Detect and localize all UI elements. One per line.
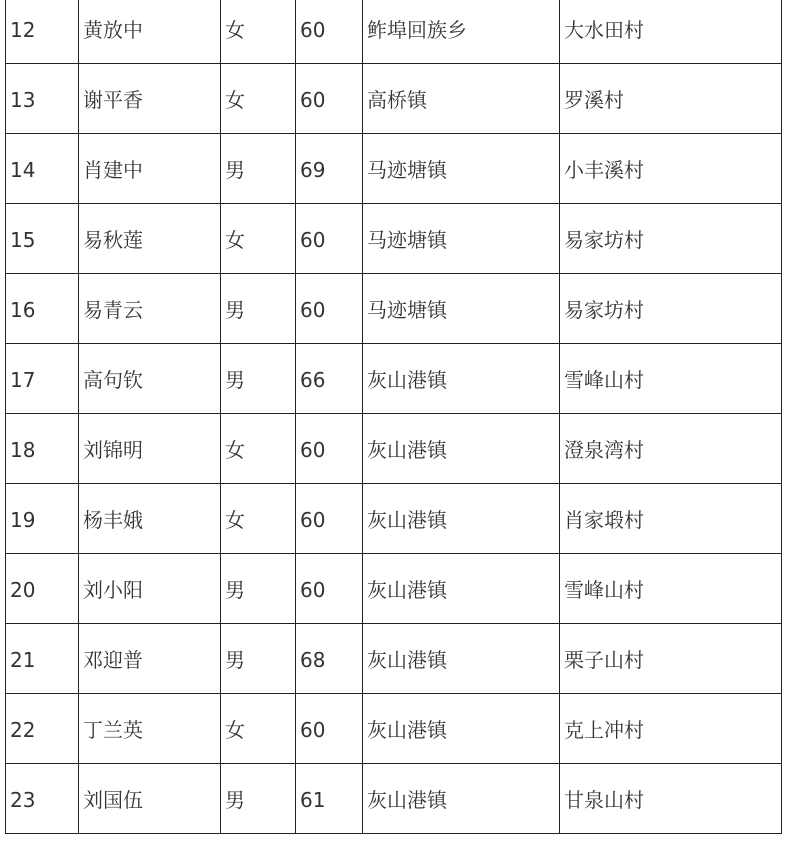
cell-number: 23 — [6, 764, 79, 834]
cell-village: 澄泉湾村 — [560, 414, 782, 484]
cell-number: 14 — [6, 134, 79, 204]
cell-number: 15 — [6, 204, 79, 274]
cell-age: 60 — [296, 554, 363, 624]
table-row — [6, 64, 782, 134]
cell-village: 雪峰山村 — [560, 554, 782, 624]
cell-number: 20 — [6, 554, 79, 624]
cell-name: 黄放中 — [79, 0, 221, 64]
cell-town: 灰山港镇 — [363, 414, 560, 484]
cell-age: 60 — [296, 274, 363, 344]
cell-gender: 男 — [221, 134, 296, 204]
cell-number: 13 — [6, 64, 79, 134]
cell-number: 18 — [6, 414, 79, 484]
cell-gender: 女 — [221, 0, 296, 64]
cell-name: 易青云 — [79, 274, 221, 344]
cell-name: 刘小阳 — [79, 554, 221, 624]
cell-village: 肖家塅村 — [560, 484, 782, 554]
cell-gender: 男 — [221, 624, 296, 694]
cell-village: 易家坊村 — [560, 274, 782, 344]
cell-age: 60 — [296, 414, 363, 484]
cell-age: 69 — [296, 134, 363, 204]
cell-village: 大水田村 — [560, 0, 782, 64]
cell-name: 刘锦明 — [79, 414, 221, 484]
cell-name: 肖建中 — [79, 134, 221, 204]
table-row — [6, 204, 782, 274]
cell-age: 61 — [296, 764, 363, 834]
cell-town: 马迹塘镇 — [363, 204, 560, 274]
cell-name: 丁兰英 — [79, 694, 221, 764]
cell-name: 邓迎普 — [79, 624, 221, 694]
cell-number: 12 — [6, 0, 79, 64]
cell-number: 19 — [6, 484, 79, 554]
table-row — [6, 484, 782, 554]
cell-gender: 男 — [221, 274, 296, 344]
cell-age: 60 — [296, 484, 363, 554]
table-row — [6, 554, 782, 624]
cell-gender: 女 — [221, 484, 296, 554]
cell-town: 灰山港镇 — [363, 694, 560, 764]
table-row — [6, 624, 782, 694]
cell-gender: 男 — [221, 554, 296, 624]
cell-village: 克上冲村 — [560, 694, 782, 764]
cell-age: 60 — [296, 64, 363, 134]
cell-village: 雪峰山村 — [560, 344, 782, 414]
cell-number: 17 — [6, 344, 79, 414]
cell-age: 60 — [296, 0, 363, 64]
table-row — [6, 764, 782, 834]
cell-gender: 男 — [221, 344, 296, 414]
cell-number: 16 — [6, 274, 79, 344]
cell-name: 高句钦 — [79, 344, 221, 414]
table-row — [6, 344, 782, 414]
table-row — [6, 0, 782, 64]
cell-village: 甘泉山村 — [560, 764, 782, 834]
cell-number: 21 — [6, 624, 79, 694]
cell-town: 灰山港镇 — [363, 484, 560, 554]
cell-name: 杨丰娥 — [79, 484, 221, 554]
roster-table-body — [6, 0, 782, 834]
cell-gender: 女 — [221, 64, 296, 134]
table-row — [6, 694, 782, 764]
cell-name: 刘国伍 — [79, 764, 221, 834]
cell-town: 马迹塘镇 — [363, 134, 560, 204]
cell-village: 易家坊村 — [560, 204, 782, 274]
cell-village: 栗子山村 — [560, 624, 782, 694]
cell-town: 灰山港镇 — [363, 344, 560, 414]
cell-name: 谢平香 — [79, 64, 221, 134]
cell-gender: 女 — [221, 204, 296, 274]
cell-gender: 女 — [221, 414, 296, 484]
cell-name: 易秋莲 — [79, 204, 221, 274]
table-row — [6, 414, 782, 484]
cell-gender: 男 — [221, 764, 296, 834]
cell-town: 鲊埠回族乡 — [363, 0, 560, 64]
cell-age: 68 — [296, 624, 363, 694]
cell-village: 小丰溪村 — [560, 134, 782, 204]
cell-age: 60 — [296, 204, 363, 274]
cell-gender: 女 — [221, 694, 296, 764]
cell-number: 22 — [6, 694, 79, 764]
cell-town: 马迹塘镇 — [363, 274, 560, 344]
table-row — [6, 274, 782, 344]
cell-age: 60 — [296, 694, 363, 764]
cell-town: 灰山港镇 — [363, 624, 560, 694]
roster-table — [5, 0, 782, 834]
cell-village: 罗溪村 — [560, 64, 782, 134]
table-row — [6, 134, 782, 204]
cell-town: 灰山港镇 — [363, 764, 560, 834]
cell-age: 66 — [296, 344, 363, 414]
cell-town: 灰山港镇 — [363, 554, 560, 624]
cell-town: 高桥镇 — [363, 64, 560, 134]
